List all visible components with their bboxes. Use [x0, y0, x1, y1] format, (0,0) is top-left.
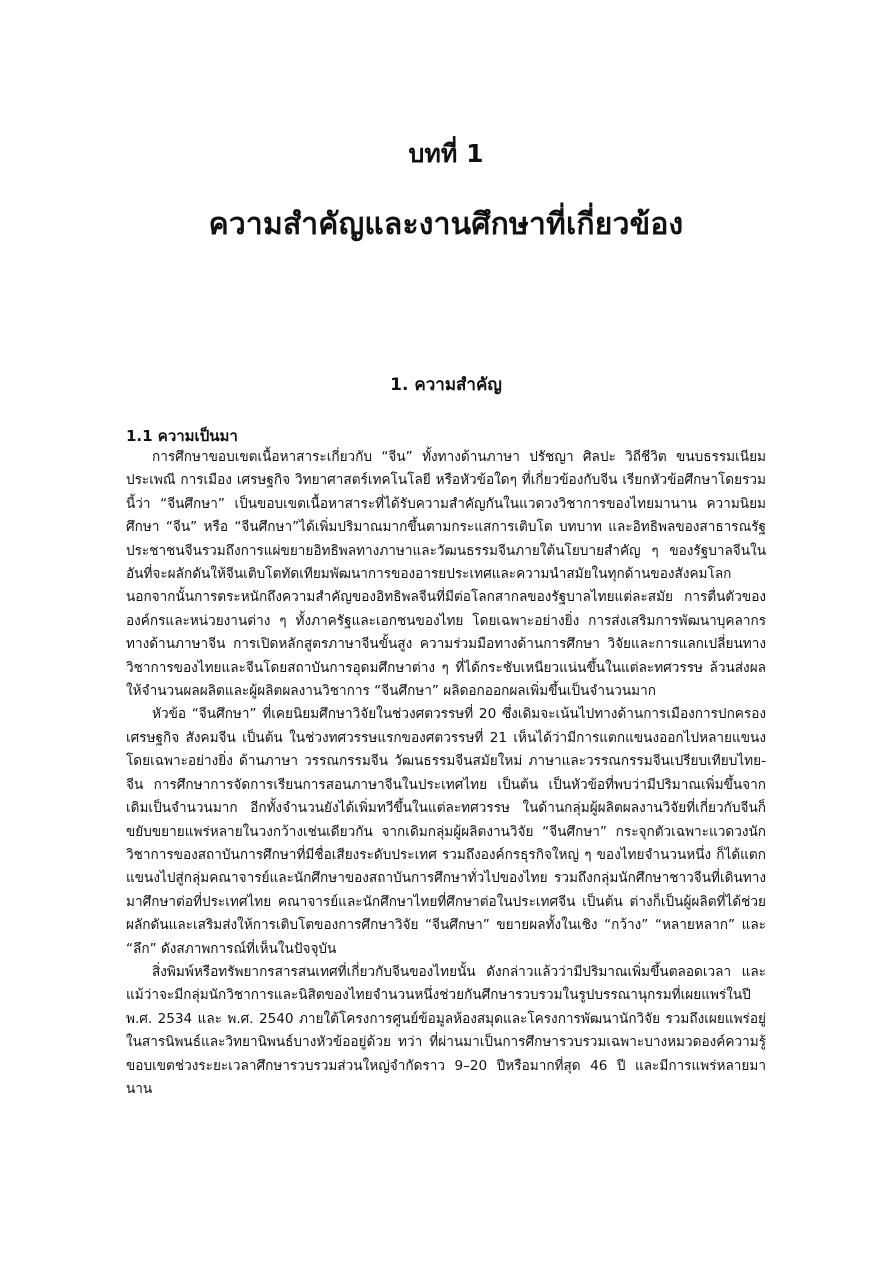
paragraph: การศึกษาขอบเขตเนื้อหาสาระเกี่ยวกับ “จีน” ทั้งทางด้านภาษา ปรัชญา ศิลปะ วิถีชีวิต ขนบธรรมเนียมประเพณี การเมือง เศรษฐกิจ วิทยาศาสตร์เทคโนโลยี หรือหัวข้อใดๆ ที่เกี่ยวข้องกับจีน เรียกหัวข้อศึกษาโดยรวมนี้ว่า “จีนศึกษา” เป็นขอบเขตเนื้อหาสาระที่ได้รับความสำคัญกันในแวดวงวิชาการของไทยมานาน ความนิยมศึกษา “จีน” หรือ “จีนศึกษา”ได้เพิ่มปริมาณมากขึ้นตามกระแสการเติบโต บทบาท และอิทธิพลของสาธารณรัฐประชาชนจีนรวมถึงการแผ่ขยายอิทธิพลทางภาษาและวัฒนธรรมจีนภายใต้นโยบายสำคัญ ๆ ของรัฐบาลจีนในอันที่จะผลักดันให้จีนเติบโตทัดเทียมพัฒนาการของอารยประเทศและความนำสมัยในทุกด้านของสังคมโลก นอกจากนั้นการตระหนักถึงความสำคัญของอิทธิพลจีนที่มีต่อโลกสากลของรัฐบาลไทยแต่ละสมัย การตื่นตัวขององค์กรและหน่วยงานต่าง ๆ ทั้งภาครัฐและเอกชนของไทย โดยเฉพาะอย่างยิ่ง การส่งเสริมการพัฒนาบุคลากรทางด้านภาษาจีน การเปิดหลักสูตรภาษาจีนขั้นสูง ความร่วมมือทางด้านการศึกษา วิจัยและการแลกเปลี่ยนทางวิชาการของไทยและจีนโดยสถาบันการอุดมศึกษาต่าง ๆ ที่ได้กระชับเหนียวแน่นขึ้นในแต่ละทศวรรษ ล้วนส่งผลให้จำนวนผลผลิตและผู้ผลิตผลงานวิชาการ “จีนศึกษา” ผลิดอกออกผลเพิ่มขึ้นเป็นจำนวนมาก [126, 449, 766, 700]
subsection-heading: 1.1 ความเป็นมา [126, 427, 238, 445]
paragraph: หัวข้อ “จีนศึกษา” ที่เคยนิยมศึกษาวิจัยในช่วงศตวรรษที่ 20 ซึ่งเดิมจะเน้นไปทางด้านการเมืองการปกครอง เศรษฐกิจ สังคมจีน เป็นต้น ในช่วงทศวรรษแรกของศตวรรษที่ 21 เห็นได้ว่ามีการแตกแขนงออกไปหลายแขนง โดยเฉพาะอย่างยิ่ง ด้านภาษา วรรณกรรมจีน วัฒนธรรมจีนสมัยใหม่ ภาษาและวรรณกรรมจีนเปรียบเทียบไทย-จีน การศึกษาการจัดการเรียนการสอนภาษาจีนในประเทศไทย เป็นต้น เป็นหัวข้อที่พบว่ามีปริมาณเพิ่มขึ้นจากเดิมเป็นจำนวนมาก อีกทั้งจำนวนยังได้เพิ่มทวีขึ้นในแต่ละทศวรรษ ในด้านกลุ่มผู้ผลิตผลงานวิจัยที่เกี่ยวกับจีนก็ขยับขยายแพร่หลายในวงกว้างเช่นเดียวกัน จากเดิมกลุ่มผู้ผลิตงานวิจัย “จีนศึกษา” กระจุกตัวเฉพาะแวดวงนักวิชาการของสถาบันการศึกษาที่มีชื่อเสียงระดับประเทศ รวมถึงองค์กรธุรกิจใหญ่ ๆ ของไทยจำนวนหนึ่ง ก็ได้แตกแขนงไปสู่กลุ่มคณาจารย์และนักศึกษาของสถาบันการศึกษาทั่วไปของไทย รวมถึงกลุ่มนักศึกษาชาวจีนที่เดินทางมาศึกษาต่อที่ประเทศไทย คณาจารย์และนักศึกษาไทยที่ศึกษาต่อในประเทศจีน เป็นต้น ต่างก็เป็นผู้ผลิตที่ได้ช่วยผลักดันและเสริมส่งให้การเติบโตของการศึกษาวิจัย “จีนศึกษา” ขยายผลทั้งในเชิง “กว้าง” “หลายหลาก” และ “ลึก” ดังสภาพการณ์ที่เห็นในปัจจุบัน [126, 706, 766, 957]
chapter-label: บทที่ 1 [408, 139, 484, 168]
body-text [126, 446, 766, 1101]
chapter-title: ความสำคัญและงานศึกษาที่เกี่ยวข้อง [208, 207, 684, 242]
section-heading: 1. ความสำคัญ [390, 375, 502, 395]
paragraph: สิ่งพิมพ์หรือทรัพยากรสารสนเทศที่เกี่ยวกับจีนของไทยนั้น ดังกล่าวแล้วว่ามีปริมาณเพิ่มขึ้นตลอดเวลา และแม้ว่าจะมีกลุ่มนักวิชาการและนิสิตของไทยจำนวนหนึ่งช่วยกันศึกษารวบรวมในรูปบรรณานุกรมที่เผยแพร่ในปี พ.ศ. 2534 และ พ.ศ. 2540 ภายใต้โครงการศูนย์ข้อมูลห้องสมุดและโครงการพัฒนานักวิจัย รวมถึงเผยแพร่อยู่ในสารนิพนธ์และวิทยานิพนธ์บางหัวข้ออยู่ด้วย ทว่า ที่ผ่านมาเป็นการศึกษารวบรวมเฉพาะบางหมวดองค์ความรู้ ขอบเขตช่วงระยะเวลาศึกษารวบรวมส่วนใหญ่จำกัดราว 9–20 ปีหรือมากที่สุด 46 ปี และมีการแพร่หลายมานาน [126, 963, 766, 1097]
